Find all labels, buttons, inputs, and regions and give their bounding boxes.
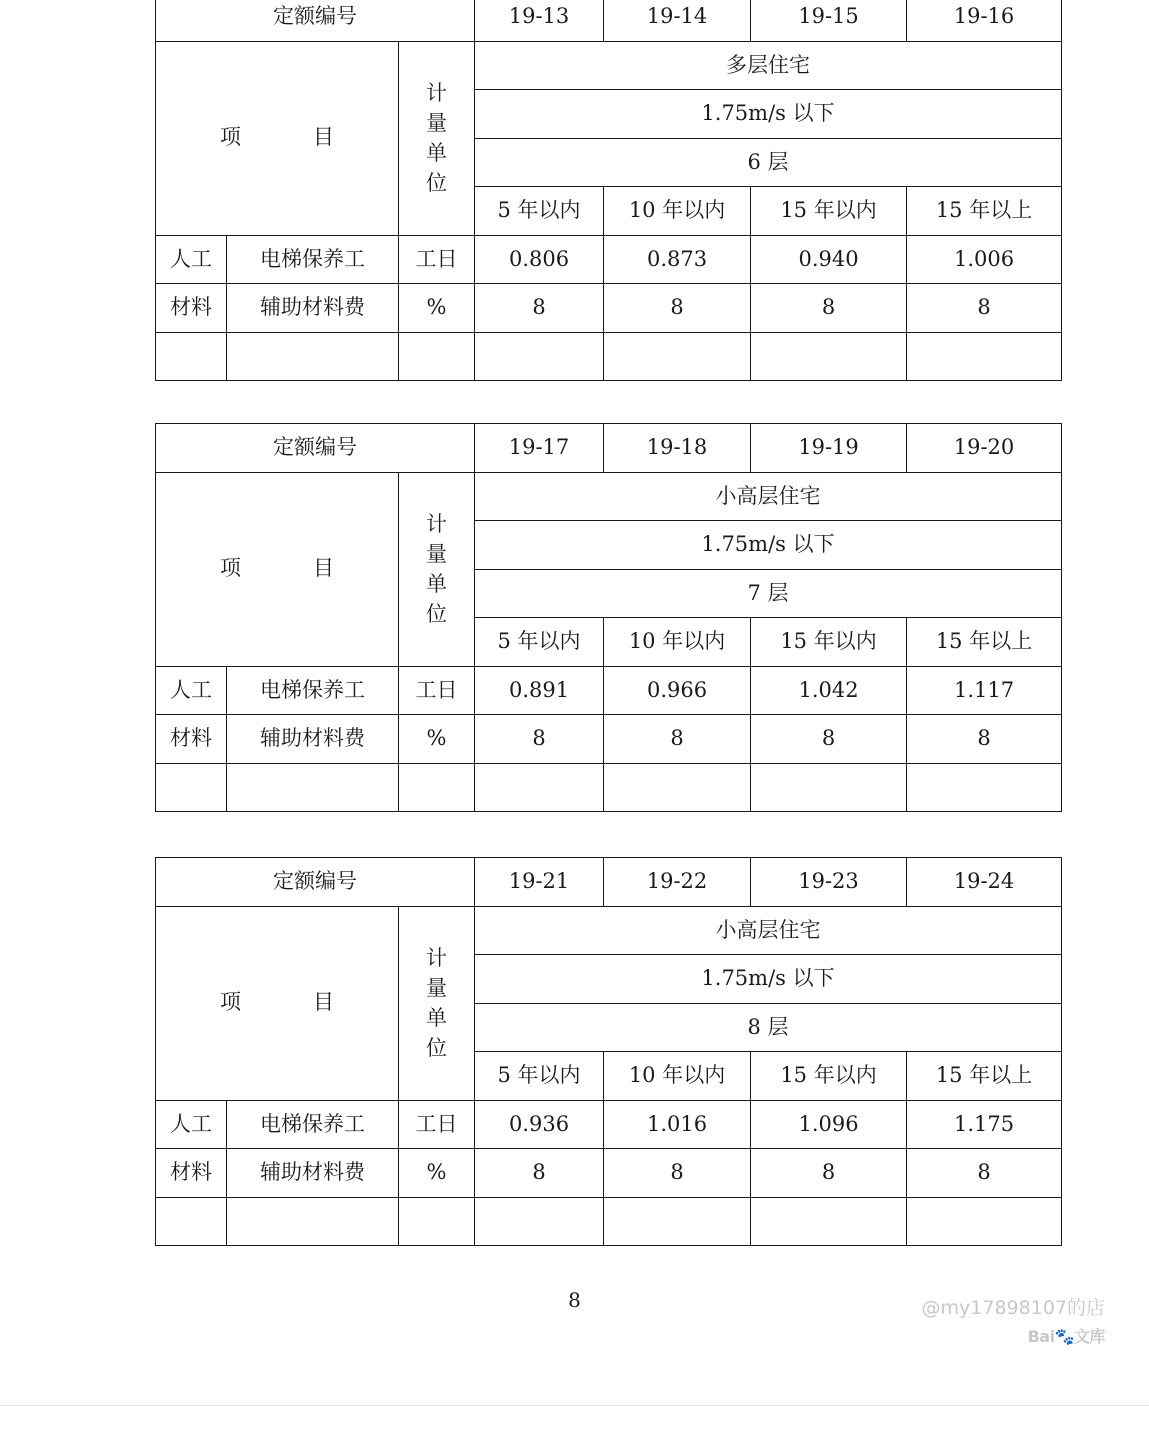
watermark bbox=[922, 1293, 1105, 1347]
unit-header bbox=[399, 41, 475, 235]
service-period: 5 年以内 bbox=[475, 618, 604, 667]
building-type: 多层住宅 bbox=[475, 41, 1062, 90]
quota-code: 19-15 bbox=[751, 0, 907, 41]
service-period: 5 年以内 bbox=[475, 187, 604, 236]
quota-code: 19-17 bbox=[475, 424, 604, 473]
empty-cell bbox=[604, 1197, 751, 1246]
labor-value: 0.940 bbox=[751, 235, 907, 284]
empty-cell bbox=[751, 763, 907, 812]
unit-header-char: 计 bbox=[426, 512, 447, 536]
material-category: 材料 bbox=[156, 715, 227, 764]
quota-code: 19-24 bbox=[907, 858, 1062, 907]
quota-code-label: 定额编号 bbox=[156, 424, 475, 473]
speed-range: 1.75m/s 以下 bbox=[475, 955, 1062, 1004]
quota-code-label: 定额编号 bbox=[156, 858, 475, 907]
quota-code: 19-21 bbox=[475, 858, 604, 907]
service-period: 15 年以内 bbox=[751, 1052, 907, 1101]
material-value: 8 bbox=[604, 715, 751, 764]
labor-category: 人工 bbox=[156, 666, 227, 715]
empty-cell bbox=[399, 332, 475, 381]
floor-count: 6 层 bbox=[475, 138, 1062, 187]
labor-category: 人工 bbox=[156, 235, 227, 284]
labor-value: 1.016 bbox=[604, 1100, 751, 1149]
unit-header-char: 单 bbox=[426, 572, 447, 596]
material-value: 8 bbox=[907, 1149, 1062, 1198]
material-category: 材料 bbox=[156, 1149, 227, 1198]
code-row bbox=[156, 0, 1062, 41]
empty-cell bbox=[751, 1197, 907, 1246]
labor-value: 0.966 bbox=[604, 666, 751, 715]
watermark-user: @my17898107的店 bbox=[921, 1297, 1105, 1319]
material-unit: % bbox=[399, 715, 475, 764]
quota-code: 19-18 bbox=[604, 424, 751, 473]
empty-cell bbox=[604, 332, 751, 381]
labor-row bbox=[156, 666, 1062, 715]
item-header-char: 项 bbox=[220, 125, 241, 150]
code-row bbox=[156, 424, 1062, 473]
material-name: 辅助材料费 bbox=[227, 715, 399, 764]
labor-value: 1.006 bbox=[907, 235, 1062, 284]
labor-unit: 工日 bbox=[399, 1100, 475, 1149]
empty-cell bbox=[751, 332, 907, 381]
material-value: 8 bbox=[907, 715, 1062, 764]
labor-value: 1.117 bbox=[907, 666, 1062, 715]
service-period: 15 年以内 bbox=[751, 187, 907, 236]
floor-count: 7 层 bbox=[475, 569, 1062, 618]
labor-value: 1.175 bbox=[907, 1100, 1062, 1149]
labor-unit: 工日 bbox=[399, 235, 475, 284]
quota-code: 19-23 bbox=[751, 858, 907, 907]
service-period: 15 年以上 bbox=[907, 187, 1062, 236]
material-unit: % bbox=[399, 284, 475, 333]
empty-cell bbox=[399, 763, 475, 812]
labor-value: 0.936 bbox=[475, 1100, 604, 1149]
unit-header-char: 位 bbox=[426, 1036, 447, 1060]
empty-row bbox=[156, 1197, 1062, 1246]
empty-row bbox=[156, 763, 1062, 812]
empty-cell bbox=[475, 332, 604, 381]
empty-cell bbox=[907, 1197, 1062, 1246]
item-header-char: 项 bbox=[220, 556, 241, 581]
labor-value: 1.096 bbox=[751, 1100, 907, 1149]
item-header bbox=[156, 41, 399, 235]
material-value: 8 bbox=[475, 715, 604, 764]
service-period: 15 年以上 bbox=[907, 618, 1062, 667]
speed-range: 1.75m/s 以下 bbox=[475, 521, 1062, 570]
empty-cell bbox=[156, 763, 227, 812]
material-value: 8 bbox=[907, 284, 1062, 333]
service-period: 15 年以内 bbox=[751, 618, 907, 667]
labor-name: 电梯保养工 bbox=[227, 235, 399, 284]
material-row bbox=[156, 715, 1062, 764]
labor-category: 人工 bbox=[156, 1100, 227, 1149]
unit-header-char: 量 bbox=[426, 976, 447, 1000]
logo-text-right: 文库 bbox=[1073, 1327, 1105, 1346]
building-row bbox=[156, 472, 1062, 521]
unit-header-char: 位 bbox=[426, 171, 447, 195]
material-value: 8 bbox=[475, 1149, 604, 1198]
empty-cell bbox=[227, 763, 399, 812]
material-name: 辅助材料费 bbox=[227, 1149, 399, 1198]
empty-cell bbox=[604, 763, 751, 812]
material-value: 8 bbox=[604, 1149, 751, 1198]
material-category: 材料 bbox=[156, 284, 227, 333]
speed-range: 1.75m/s 以下 bbox=[475, 90, 1062, 139]
quota-code: 19-20 bbox=[907, 424, 1062, 473]
labor-unit: 工日 bbox=[399, 666, 475, 715]
material-name: 辅助材料费 bbox=[227, 284, 399, 333]
quota-code: 19-14 bbox=[604, 0, 751, 41]
quota-code-label: 定额编号 bbox=[156, 0, 475, 41]
empty-cell bbox=[907, 763, 1062, 812]
unit-header bbox=[399, 906, 475, 1100]
item-header bbox=[156, 906, 399, 1100]
labor-row bbox=[156, 1100, 1062, 1149]
material-value: 8 bbox=[475, 284, 604, 333]
quota-code: 19-13 bbox=[475, 0, 604, 41]
quota-code: 19-16 bbox=[907, 0, 1062, 41]
empty-cell bbox=[227, 1197, 399, 1246]
unit-header-char: 单 bbox=[426, 1006, 447, 1030]
building-type: 小高层住宅 bbox=[475, 472, 1062, 521]
unit-header-char: 位 bbox=[426, 602, 447, 626]
unit-header-char: 量 bbox=[426, 111, 447, 135]
item-header-char: 目 bbox=[313, 556, 334, 581]
labor-name: 电梯保养工 bbox=[227, 666, 399, 715]
item-header-char: 项 bbox=[220, 990, 241, 1015]
empty-cell bbox=[475, 763, 604, 812]
empty-cell bbox=[907, 332, 1062, 381]
quota-table-2 bbox=[155, 423, 1062, 812]
code-row bbox=[156, 858, 1062, 907]
quota-code: 19-22 bbox=[604, 858, 751, 907]
quota-table-3 bbox=[155, 857, 1062, 1246]
building-row bbox=[156, 41, 1062, 90]
material-value: 8 bbox=[751, 284, 907, 333]
service-period: 10 年以内 bbox=[604, 1052, 751, 1101]
unit-header-char: 量 bbox=[426, 542, 447, 566]
item-header-char: 目 bbox=[313, 990, 334, 1015]
empty-row bbox=[156, 332, 1062, 381]
empty-cell bbox=[399, 1197, 475, 1246]
empty-cell bbox=[156, 332, 227, 381]
item-header-char: 目 bbox=[313, 125, 334, 150]
building-row bbox=[156, 906, 1062, 955]
service-period: 10 年以内 bbox=[604, 618, 751, 667]
labor-value: 1.042 bbox=[751, 666, 907, 715]
service-period: 5 年以内 bbox=[475, 1052, 604, 1101]
unit-header-char: 单 bbox=[426, 141, 447, 165]
empty-cell bbox=[475, 1197, 604, 1246]
labor-value: 0.891 bbox=[475, 666, 604, 715]
material-row bbox=[156, 284, 1062, 333]
material-value: 8 bbox=[751, 715, 907, 764]
floor-count: 8 层 bbox=[475, 1003, 1062, 1052]
page-number: 8 bbox=[568, 1288, 581, 1312]
service-period: 10 年以内 bbox=[604, 187, 751, 236]
material-unit: % bbox=[399, 1149, 475, 1198]
unit-header-char: 计 bbox=[426, 81, 447, 105]
unit-header bbox=[399, 472, 475, 666]
material-value: 8 bbox=[604, 284, 751, 333]
page-divider bbox=[0, 1405, 1149, 1406]
material-row bbox=[156, 1149, 1062, 1198]
building-type: 小高层住宅 bbox=[475, 906, 1062, 955]
service-period: 15 年以上 bbox=[907, 1052, 1062, 1101]
material-value: 8 bbox=[751, 1149, 907, 1198]
item-header bbox=[156, 472, 399, 666]
empty-cell bbox=[227, 332, 399, 381]
labor-name: 电梯保养工 bbox=[227, 1100, 399, 1149]
quota-table-1 bbox=[155, 0, 1062, 381]
labor-value: 0.873 bbox=[604, 235, 751, 284]
empty-cell bbox=[156, 1197, 227, 1246]
paw-icon: 🐾 bbox=[1054, 1327, 1074, 1346]
unit-header-char: 计 bbox=[426, 946, 447, 970]
logo-text-left: Bai bbox=[1027, 1327, 1055, 1346]
baidu-wenku-logo bbox=[922, 1324, 1105, 1347]
labor-value: 0.806 bbox=[475, 235, 604, 284]
quota-code: 19-19 bbox=[751, 424, 907, 473]
labor-row bbox=[156, 235, 1062, 284]
